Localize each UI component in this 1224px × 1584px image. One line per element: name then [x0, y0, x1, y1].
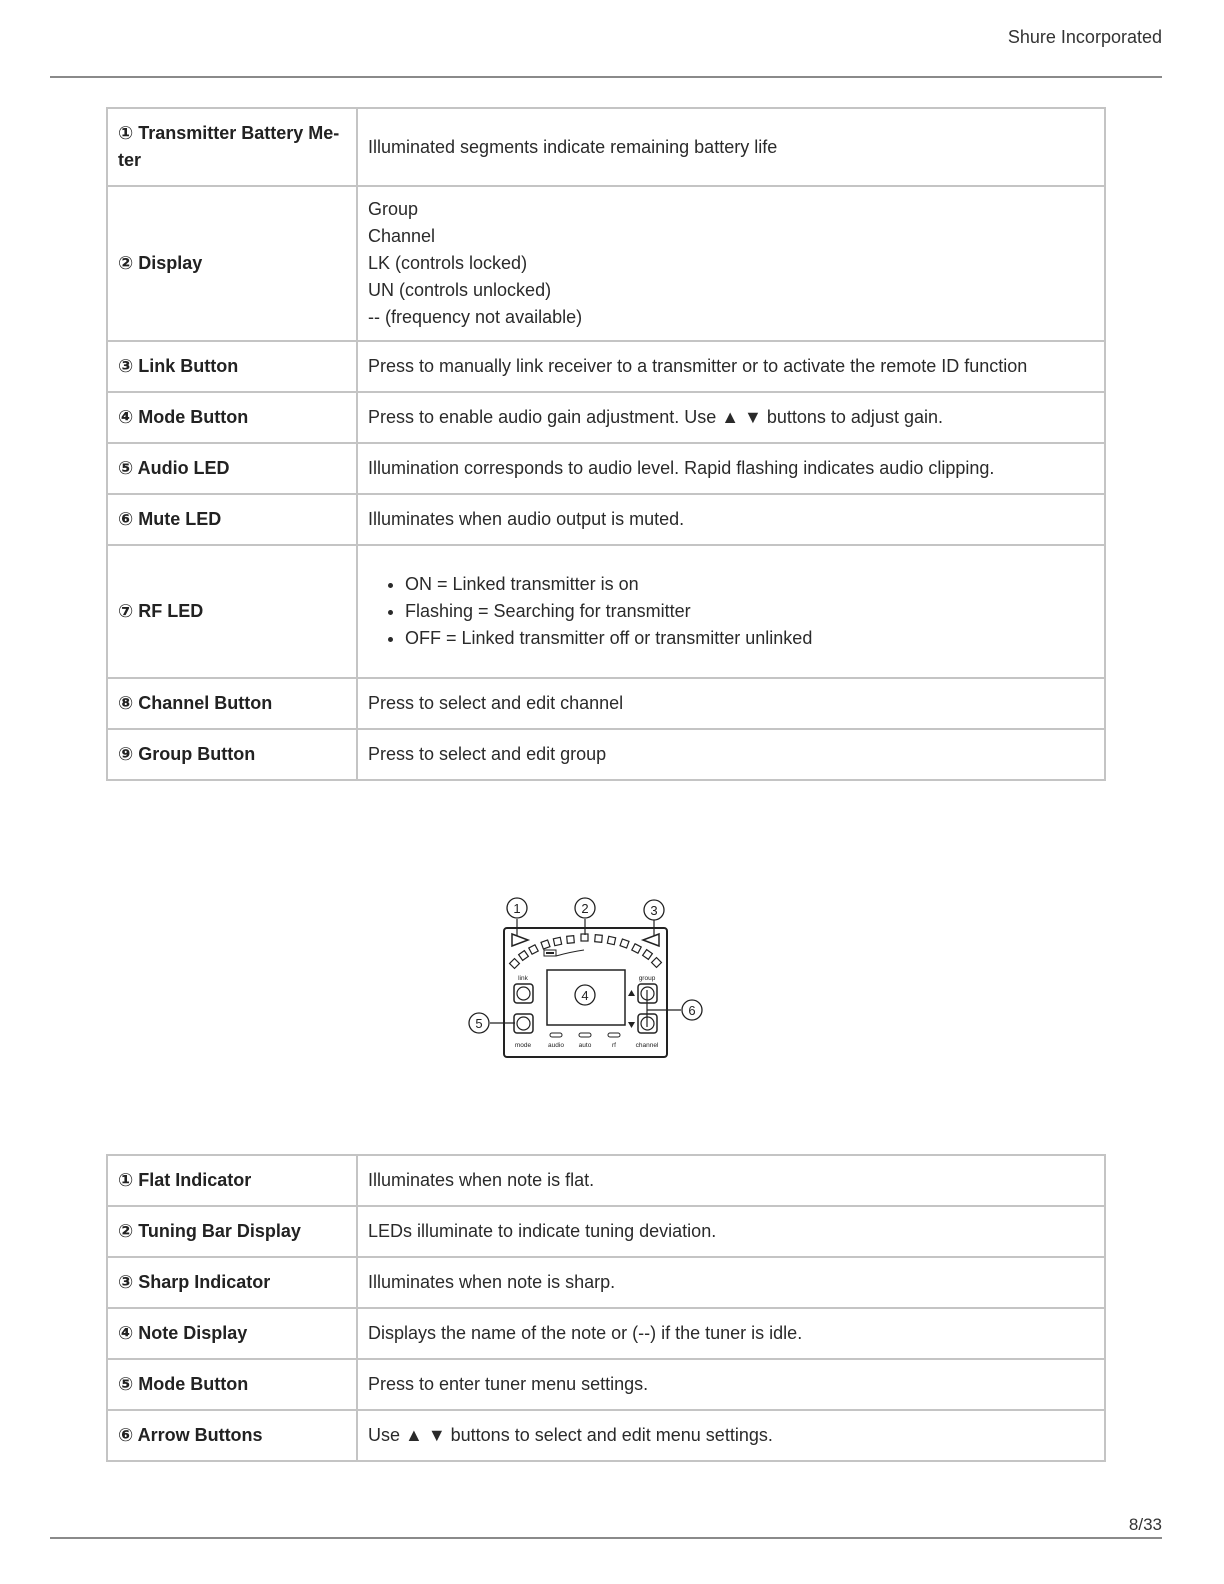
row-description: Illuminates when note is sharp.	[357, 1257, 1105, 1308]
row-label: ④ Mode Button	[107, 392, 357, 443]
table-row	[107, 392, 1105, 443]
row-description: Illuminated segments indicate remaining battery life	[357, 108, 1105, 186]
table-row	[107, 443, 1105, 494]
table-row	[107, 545, 1105, 678]
header-company-name: Shure Incorporated	[1007, 27, 1162, 47]
row-description: Illuminates when audio output is muted.	[357, 494, 1105, 545]
row-label: ⑥ Arrow Buttons	[107, 1410, 357, 1461]
row-label: ⑧ Channel Button	[107, 678, 357, 729]
row-label: ④ Note Display	[107, 1308, 357, 1359]
svg-text:4: 4	[581, 988, 589, 1003]
row-description: Press to enable audio gain adjustment. Use ▲ ▼ buttons to adjust gain.	[357, 392, 1105, 443]
table-row	[107, 678, 1105, 729]
row-description: Press to select and edit channel	[357, 678, 1105, 729]
svg-text:5: 5	[475, 1016, 483, 1031]
tuner-panel-diagram	[460, 890, 720, 1070]
row-description: Group Channel LK (controls locked) UN (controls unlocked) -- (frequency not available)	[357, 186, 1105, 341]
table-row	[107, 108, 1105, 186]
row-label: ⑨ Group Button	[107, 729, 357, 780]
header-divider	[50, 76, 1162, 78]
page-number: 8/33	[1128, 1515, 1162, 1534]
mode-label: mode	[514, 1042, 532, 1049]
row-label: ⑤ Audio LED	[107, 443, 357, 494]
row-label: ③ Link Button	[107, 341, 357, 392]
table-row	[107, 1410, 1105, 1461]
row-label: ⑥ Mute LED	[107, 494, 357, 545]
table-row	[107, 1155, 1105, 1206]
auto-label: auto	[578, 1042, 592, 1049]
rf-led-states-list	[368, 571, 1094, 652]
row-label: ② Display	[107, 186, 357, 341]
footer-divider	[50, 1537, 1162, 1539]
row-label: ③ Sharp Indicator	[107, 1257, 357, 1308]
list-item: • ON = Linked transmitter is on	[405, 571, 1094, 598]
row-label: ⑦ RF LED	[107, 545, 357, 678]
audio-label: audio	[548, 1042, 564, 1049]
row-description: Illuminates when note is flat.	[357, 1155, 1105, 1206]
auto-led	[579, 1033, 591, 1037]
table-row	[107, 1359, 1105, 1410]
list-item: • OFF = Linked transmitter off or transmitter unlinked	[405, 625, 1094, 652]
table-row	[107, 186, 1105, 341]
tuner-controls-table	[106, 1154, 1106, 1462]
group-label: group	[638, 975, 656, 982]
list-item: • Flashing = Searching for transmitter	[405, 598, 1094, 625]
svg-text:3: 3	[650, 903, 658, 918]
channel-label: channel	[635, 1042, 659, 1049]
row-description: Displays the name of the note or (--) if the tuner is idle.	[357, 1308, 1105, 1359]
table-row	[107, 1308, 1105, 1359]
table-row	[107, 494, 1105, 545]
row-description	[357, 545, 1105, 678]
table-row	[107, 1206, 1105, 1257]
rf-label: rf	[612, 1042, 616, 1049]
link-label: link	[518, 975, 528, 982]
row-label: ⑤ Mode Button	[107, 1359, 357, 1410]
row-description: Use ▲ ▼ buttons to select and edit menu settings.	[357, 1410, 1105, 1461]
row-description: Illumination corresponds to audio level. Rapid flashing indicates audio clipping.	[357, 443, 1105, 494]
row-label: ① Transmitter Battery Me- ter	[107, 108, 357, 186]
row-label: ① Flat Indicator	[107, 1155, 357, 1206]
table-row	[107, 1257, 1105, 1308]
rf-led	[608, 1033, 620, 1037]
row-description: LEDs illuminate to indicate tuning deviation.	[357, 1206, 1105, 1257]
row-label: ② Tuning Bar Display	[107, 1206, 357, 1257]
row-description: Press to enter tuner menu settings.	[357, 1359, 1105, 1410]
audio-led	[550, 1033, 562, 1037]
svg-text:6: 6	[688, 1003, 696, 1018]
row-description: Press to manually link receiver to a transmitter or to activate the remote ID function	[357, 341, 1105, 392]
receiver-controls-table	[106, 107, 1106, 781]
svg-text:2: 2	[581, 901, 589, 916]
svg-text:1: 1	[513, 901, 521, 916]
table-row	[107, 729, 1105, 780]
table-row	[107, 341, 1105, 392]
row-description: Press to select and edit group	[357, 729, 1105, 780]
